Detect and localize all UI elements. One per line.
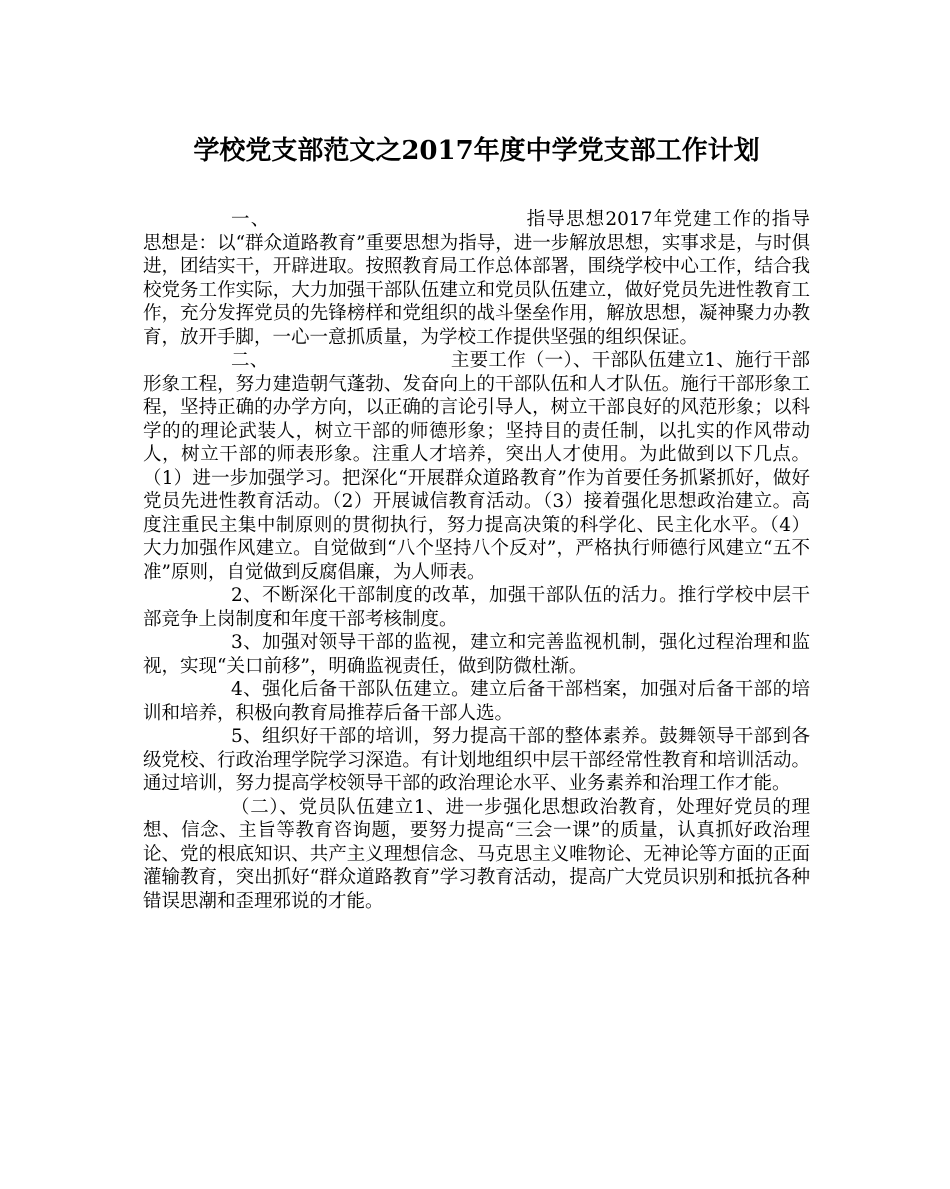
section-heading: 二、 [231,350,269,371]
section-text: 2017年党建工作的指导思想是：以“群众道路教育”重要思想为指导，进一步解放思想，实事求是，与时俱进，团结实干，开辟进取。按照教育局工作总体部署，围绕学校中心工作，结合我校党务工作实际，大力加强干部队伍建立和党员队伍建立，做好党员先进性教育工作，充分发挥党员的先锋榜样和党组织的战斗堡垒作用，解放思想，凝神聚力办教育，放开手脚，一心一意抓质量，为学校工作提供坚强的组织保证。 [143,209,810,348]
section-lead: 指导思想 [525,209,606,230]
document-title: 学校党支部范文之2017年度中学党支部工作计划 [193,136,760,166]
document-body [143,208,810,913]
section-main-work [143,349,810,584]
paragraph: 3、加强对领导干部的监视，建立和完善监视机制，强化过程治理和监视，实现“关口前移”，明确监视责任，做到防微杜渐。 [143,632,810,677]
paragraph: 4、强化后备干部队伍建立。建立后备干部档案，加强对后备干部的培训和培养，积极向教育局推荐后备干部人选。 [143,679,810,724]
section-text: （一）、干部队伍建立1、施行干部形象工程，努力建造朝气蓬勃、发奋向上的干部队伍和人才队伍。施行干部形象工程，坚持正确的办学方向，以正确的言论引导人，树立干部良好的风范形象；以科学的的理论武装人，树立干部的师德形象；坚持目的责任制，以扎实的作风带动人，树立干部的师表形象。注重人才培养，突出人才使用。为此做到以下几点。（1）进一步加强学习。把深化“开展群众道路教育”作为首要任务抓紧抓好，做好党员先进性教育活动。（2）开展诚信教育活动。（3）接着强化思想政治建立。高度注重民主集中制原则的贯彻执行，努力提高决策的科学化、民主化水平。（4）大力加强作风建立。自觉做到“八个坚持八个反对”，严格执行师德行风建立“五不准”原则，自觉做到反腐倡廉，为人师表。 [143,350,810,583]
paragraph: （二）、党员队伍建立1、进一步强化思想政治教育，处理好党员的理想、信念、主旨等教育咨询题，要努力提高“三会一课”的质量，认真抓好政治理论、党的根底知识、共产主义理想信念、马克思主义唯物论、无神论等方面的正面灌输教育，突出抓好“群众道路教育”学习教育活动，提高广大党员识别和抵抗各种错误思潮和歪理邪说的才能。 [143,796,810,912]
paragraph: 5、组织好干部的培训，努力提高干部的整体素养。鼓舞领导干部到各级党校、行政治理学院学习深造。有计划地组织中层干部经常性教育和培训活动。通过培训，努力提高学校领导干部的政治理论水平、业务素养和治理工作才能。 [143,726,810,794]
section-heading: 一、 [231,209,271,230]
paragraph: 2、不断深化干部制度的改革，加强干部队伍的活力。推行学校中层干部竞争上岗制度和年度干部考核制度。 [143,585,810,630]
section-guiding-thought [143,208,810,349]
section-lead: 主要工作 [450,350,526,371]
